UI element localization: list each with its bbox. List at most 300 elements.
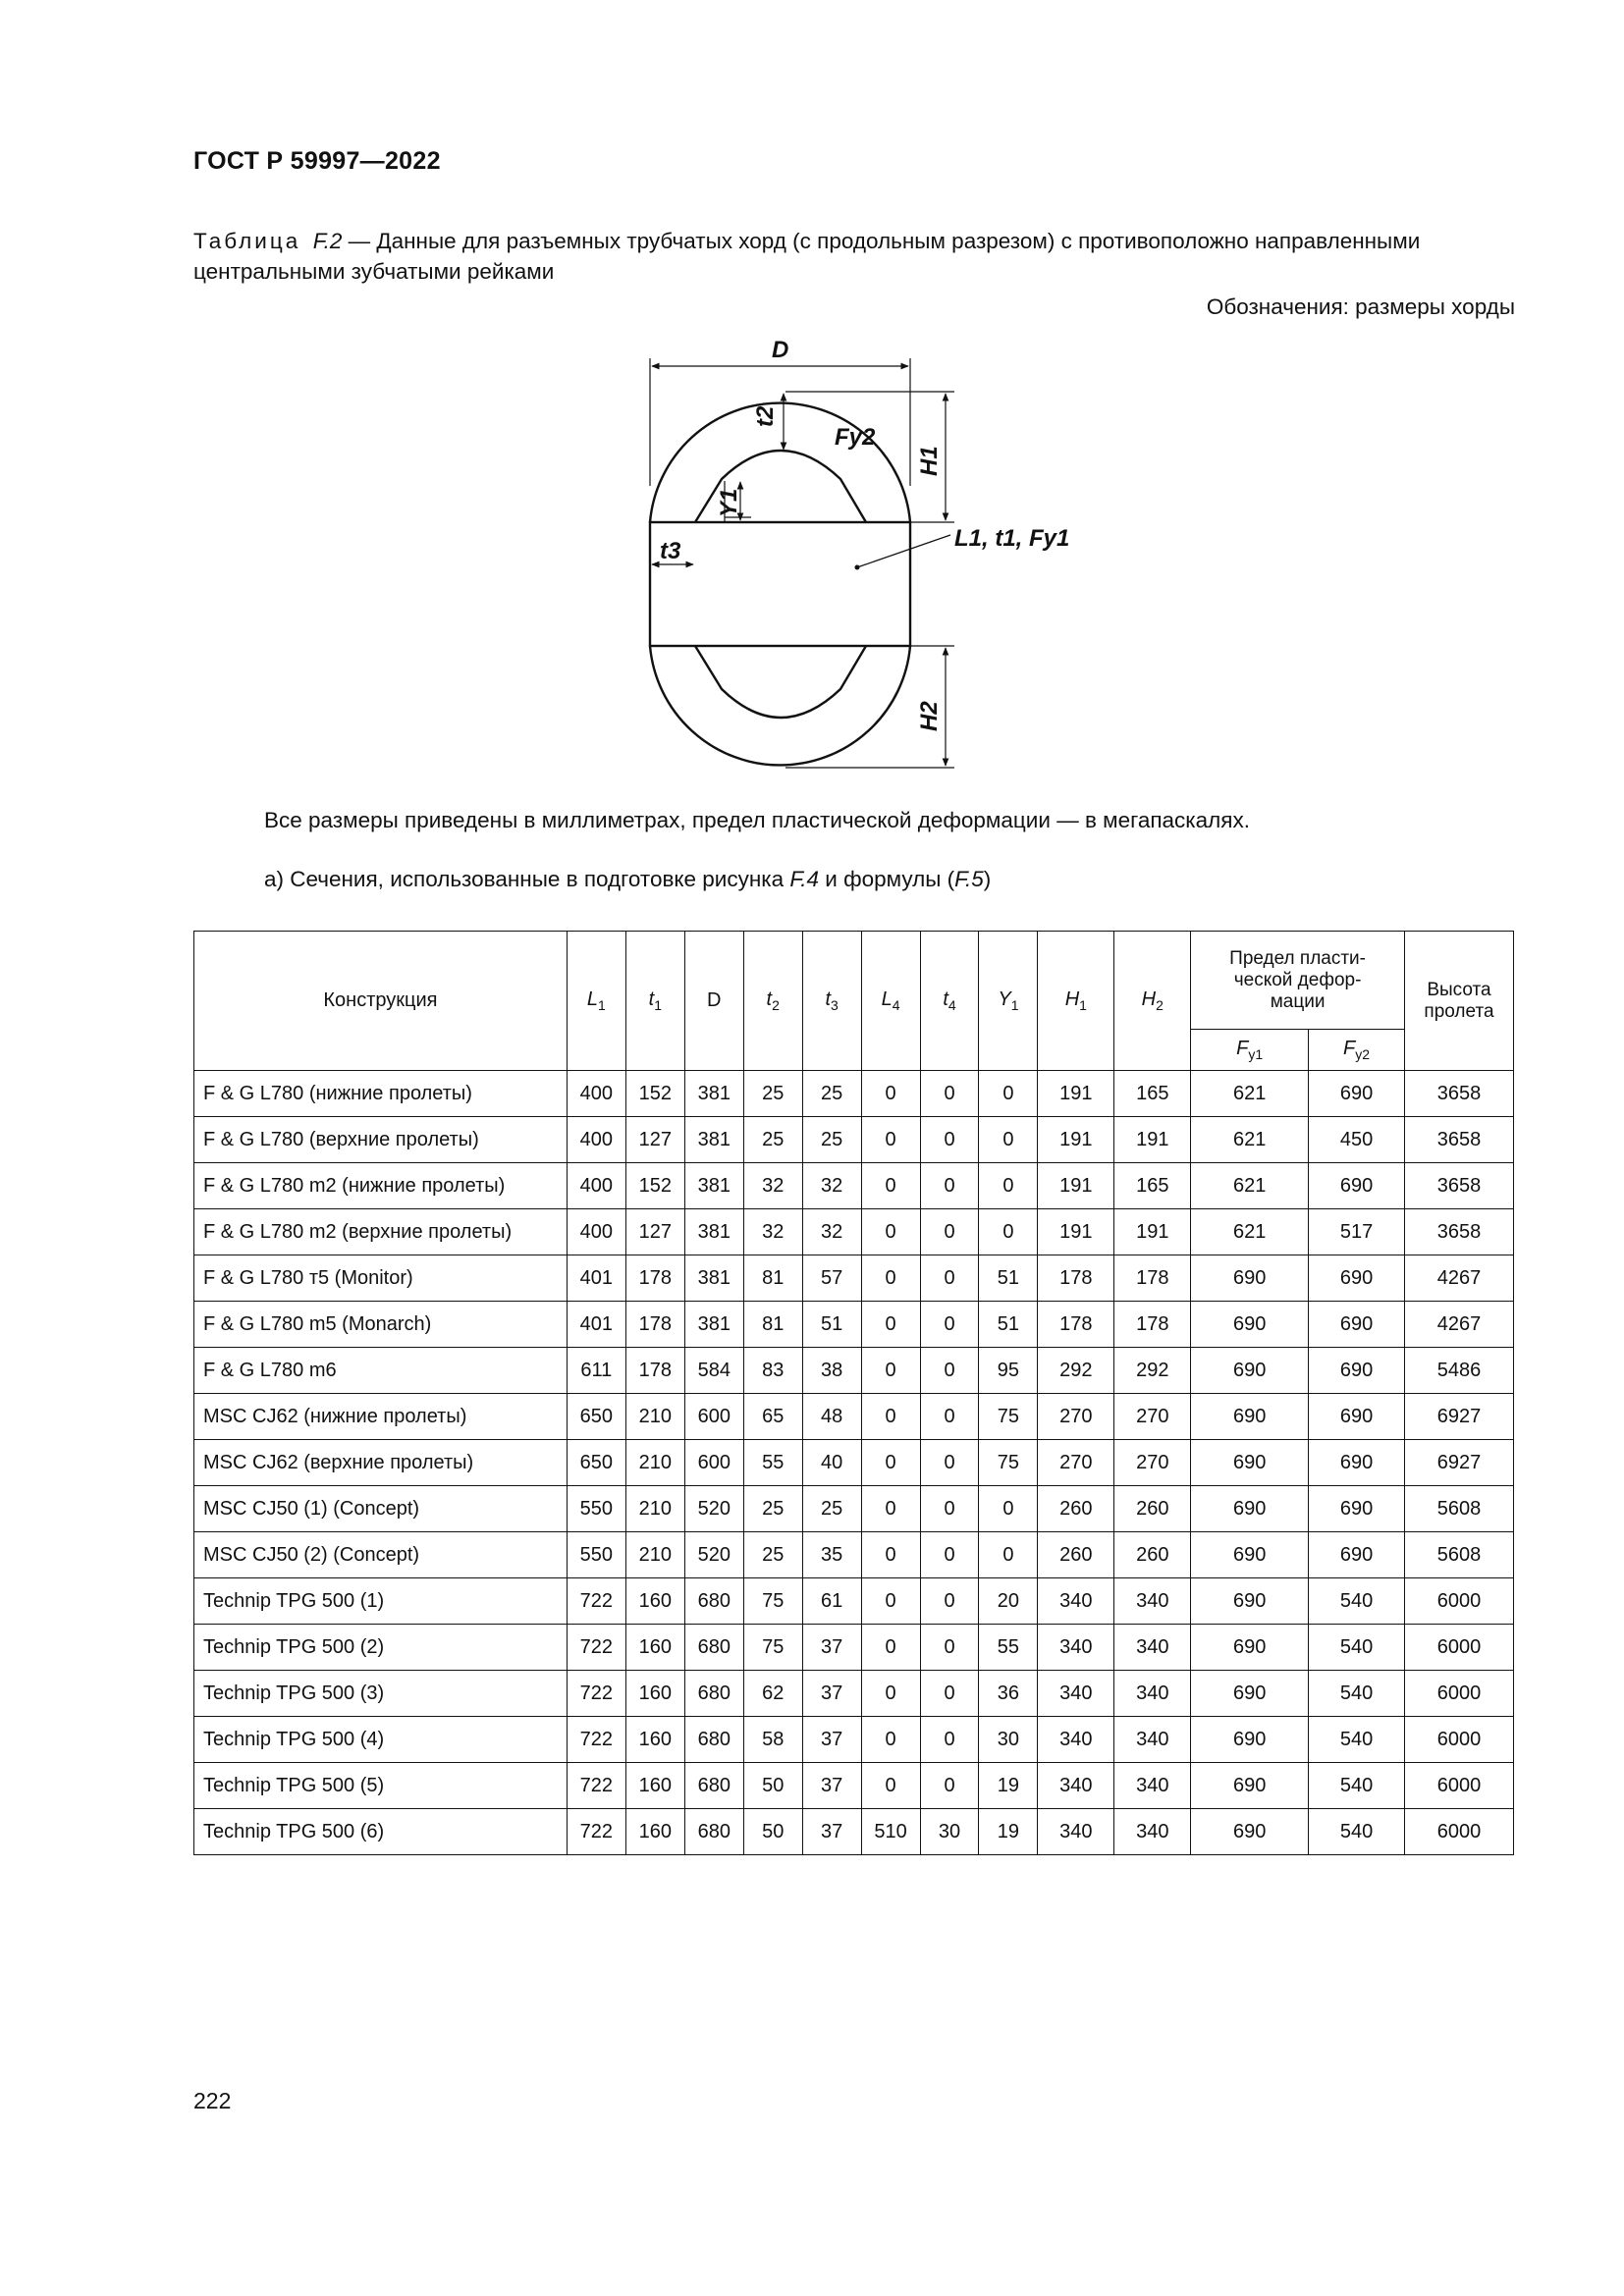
- table-row: [194, 1578, 1514, 1625]
- value-cell: 690: [1191, 1486, 1309, 1532]
- value-cell: 680: [684, 1578, 743, 1625]
- value-cell: 0: [920, 1440, 979, 1486]
- value-cell: 37: [802, 1671, 861, 1717]
- section-caption-figure-ref: F.4: [789, 867, 820, 891]
- chord-diagram: [609, 339, 1119, 780]
- value-cell: 0: [861, 1763, 920, 1809]
- value-cell: 0: [920, 1763, 979, 1809]
- construction-cell: MSC CJ62 (нижние пролеты): [194, 1394, 568, 1440]
- value-cell: 25: [743, 1071, 802, 1117]
- construction-cell: F & G L780 m6: [194, 1348, 568, 1394]
- figure-label-L1-t1-Fy1: L1, t1, Fy1: [954, 525, 1070, 552]
- value-cell: 540: [1309, 1625, 1405, 1671]
- value-cell: 0: [861, 1209, 920, 1255]
- value-cell: 550: [567, 1532, 625, 1578]
- value-cell: 6000: [1404, 1625, 1513, 1671]
- value-cell: 340: [1114, 1809, 1191, 1855]
- value-cell: 270: [1038, 1394, 1114, 1440]
- table-row: [194, 1209, 1514, 1255]
- value-cell: 191: [1038, 1117, 1114, 1163]
- table-title-text: — Данные для разъемных трубчатых хорд (с продольным разрезом) с противоположно направленными центральными зубчатыми рейками: [193, 229, 1421, 284]
- value-cell: 210: [625, 1532, 684, 1578]
- value-cell: 75: [979, 1394, 1038, 1440]
- value-cell: 178: [1114, 1302, 1191, 1348]
- value-cell: 0: [979, 1486, 1038, 1532]
- value-cell: 160: [625, 1763, 684, 1809]
- value-cell: 0: [920, 1578, 979, 1625]
- value-cell: 40: [802, 1440, 861, 1486]
- section-caption-formula-ref: F.5: [954, 867, 984, 891]
- value-cell: 340: [1114, 1671, 1191, 1717]
- value-cell: 51: [802, 1302, 861, 1348]
- figure-label-t3: t3: [660, 538, 681, 564]
- value-cell: 0: [861, 1302, 920, 1348]
- header-yield-strength: Предел пласти- ческой дефор- мации: [1191, 932, 1405, 1030]
- table-row: [194, 1486, 1514, 1532]
- value-cell: 6000: [1404, 1671, 1513, 1717]
- value-cell: 0: [861, 1578, 920, 1625]
- value-cell: 0: [861, 1625, 920, 1671]
- document-code: ГОСТ Р 59997—2022: [193, 147, 441, 175]
- value-cell: 6000: [1404, 1578, 1513, 1625]
- value-cell: 722: [567, 1763, 625, 1809]
- value-cell: 6927: [1404, 1394, 1513, 1440]
- value-cell: 4267: [1404, 1255, 1513, 1302]
- value-cell: 690: [1309, 1348, 1405, 1394]
- value-cell: 160: [625, 1809, 684, 1855]
- value-cell: 690: [1309, 1440, 1405, 1486]
- construction-cell: MSC CJ50 (1) (Concept): [194, 1486, 568, 1532]
- table-row: [194, 1717, 1514, 1763]
- value-cell: 35: [802, 1532, 861, 1578]
- central-rack: [650, 522, 910, 646]
- value-cell: 690: [1191, 1532, 1309, 1578]
- value-cell: 83: [743, 1348, 802, 1394]
- value-cell: 62: [743, 1671, 802, 1717]
- header-Y1: $Y_1$: [979, 932, 1038, 1071]
- value-cell: 25: [802, 1071, 861, 1117]
- value-cell: 690: [1191, 1348, 1309, 1394]
- table-row: [194, 1625, 1514, 1671]
- value-cell: 0: [979, 1117, 1038, 1163]
- value-cell: 160: [625, 1578, 684, 1625]
- value-cell: 48: [802, 1394, 861, 1440]
- construction-cell: F & G L780 т5 (Monitor): [194, 1255, 568, 1302]
- value-cell: 6000: [1404, 1717, 1513, 1763]
- value-cell: 55: [979, 1625, 1038, 1671]
- header-H1: $H_1$: [1038, 932, 1114, 1071]
- value-cell: 722: [567, 1809, 625, 1855]
- value-cell: 6000: [1404, 1763, 1513, 1809]
- value-cell: 0: [920, 1209, 979, 1255]
- table-row: [194, 1117, 1514, 1163]
- value-cell: 37: [802, 1809, 861, 1855]
- value-cell: 292: [1114, 1348, 1191, 1394]
- header-t3: $t_3$: [802, 932, 861, 1071]
- value-cell: 127: [625, 1209, 684, 1255]
- value-cell: 621: [1191, 1209, 1309, 1255]
- table-title-prefix: Таблица: [193, 229, 301, 253]
- construction-cell: Technip TPG 500 (1): [194, 1578, 568, 1625]
- value-cell: 270: [1038, 1440, 1114, 1486]
- value-cell: 0: [861, 1394, 920, 1440]
- value-cell: 0: [861, 1163, 920, 1209]
- value-cell: 270: [1114, 1440, 1191, 1486]
- value-cell: 51: [979, 1302, 1038, 1348]
- header-D: D: [684, 932, 743, 1071]
- value-cell: 3658: [1404, 1117, 1513, 1163]
- value-cell: 5486: [1404, 1348, 1513, 1394]
- value-cell: 340: [1114, 1717, 1191, 1763]
- value-cell: 37: [802, 1625, 861, 1671]
- outer-arc-bottom: [650, 646, 910, 765]
- value-cell: 191: [1114, 1209, 1191, 1255]
- construction-cell: Technip TPG 500 (6): [194, 1809, 568, 1855]
- inner-contour-bottom: [695, 646, 866, 718]
- value-cell: 0: [920, 1671, 979, 1717]
- value-cell: 25: [743, 1117, 802, 1163]
- value-cell: 340: [1038, 1578, 1114, 1625]
- value-cell: 95: [979, 1348, 1038, 1394]
- value-cell: 722: [567, 1625, 625, 1671]
- value-cell: 152: [625, 1163, 684, 1209]
- value-cell: 50: [743, 1763, 802, 1809]
- data-table: [193, 931, 1514, 1855]
- header-t1: $t_1$: [625, 932, 684, 1071]
- value-cell: 0: [861, 1440, 920, 1486]
- value-cell: 32: [743, 1209, 802, 1255]
- value-cell: 160: [625, 1671, 684, 1717]
- table-row: [194, 1255, 1514, 1302]
- construction-cell: F & G L780 m5 (Monarch): [194, 1302, 568, 1348]
- value-cell: 178: [1038, 1302, 1114, 1348]
- value-cell: 401: [567, 1255, 625, 1302]
- value-cell: 81: [743, 1255, 802, 1302]
- value-cell: 650: [567, 1394, 625, 1440]
- value-cell: 5608: [1404, 1532, 1513, 1578]
- section-caption-a: а) Сечения, использованные в подготовке рисунка: [264, 867, 790, 891]
- value-cell: 584: [684, 1348, 743, 1394]
- value-cell: 690: [1309, 1532, 1405, 1578]
- value-cell: 400: [567, 1071, 625, 1117]
- table-row: [194, 1394, 1514, 1440]
- value-cell: 50: [743, 1809, 802, 1855]
- value-cell: 0: [920, 1348, 979, 1394]
- value-cell: 165: [1114, 1071, 1191, 1117]
- value-cell: 3658: [1404, 1071, 1513, 1117]
- value-cell: 381: [684, 1163, 743, 1209]
- page-number: 222: [193, 2088, 232, 2113]
- figure-label-Y1: Y1: [716, 488, 742, 517]
- table-row: [194, 1440, 1514, 1486]
- value-cell: 0: [920, 1302, 979, 1348]
- notation-label: Обозначения: размеры хорды: [1206, 294, 1515, 319]
- construction-cell: MSC CJ62 (верхние пролеты): [194, 1440, 568, 1486]
- value-cell: 4267: [1404, 1302, 1513, 1348]
- construction-cell: Technip TPG 500 (2): [194, 1625, 568, 1671]
- value-cell: 381: [684, 1117, 743, 1163]
- header-construction: Конструкция: [194, 932, 568, 1071]
- value-cell: 690: [1191, 1763, 1309, 1809]
- value-cell: 340: [1114, 1625, 1191, 1671]
- table-row: [194, 1348, 1514, 1394]
- value-cell: 680: [684, 1625, 743, 1671]
- value-cell: 0: [979, 1071, 1038, 1117]
- value-cell: 540: [1309, 1578, 1405, 1625]
- value-cell: 400: [567, 1163, 625, 1209]
- value-cell: 25: [802, 1117, 861, 1163]
- value-cell: 340: [1114, 1763, 1191, 1809]
- value-cell: 25: [743, 1486, 802, 1532]
- value-cell: 37: [802, 1763, 861, 1809]
- value-cell: 690: [1309, 1163, 1405, 1209]
- value-cell: 680: [684, 1671, 743, 1717]
- construction-cell: F & G L780 m2 (верхние пролеты): [194, 1209, 568, 1255]
- table-row: [194, 1671, 1514, 1717]
- value-cell: 0: [861, 1255, 920, 1302]
- value-cell: 0: [861, 1486, 920, 1532]
- value-cell: 690: [1191, 1717, 1309, 1763]
- value-cell: 621: [1191, 1071, 1309, 1117]
- value-cell: 0: [861, 1532, 920, 1578]
- value-cell: 178: [1038, 1255, 1114, 1302]
- value-cell: 680: [684, 1763, 743, 1809]
- value-cell: 178: [625, 1255, 684, 1302]
- value-cell: 690: [1191, 1302, 1309, 1348]
- value-cell: 292: [1038, 1348, 1114, 1394]
- table-row: [194, 1302, 1514, 1348]
- value-cell: 520: [684, 1532, 743, 1578]
- value-cell: 270: [1114, 1394, 1191, 1440]
- value-cell: 340: [1038, 1671, 1114, 1717]
- table-row: [194, 1763, 1514, 1809]
- value-cell: 690: [1309, 1071, 1405, 1117]
- value-cell: 160: [625, 1717, 684, 1763]
- value-cell: 191: [1114, 1117, 1191, 1163]
- value-cell: 30: [920, 1809, 979, 1855]
- value-cell: 510: [861, 1809, 920, 1855]
- header-t2: $t_2$: [743, 932, 802, 1071]
- value-cell: 400: [567, 1117, 625, 1163]
- value-cell: 0: [920, 1717, 979, 1763]
- value-cell: 690: [1191, 1625, 1309, 1671]
- value-cell: 178: [1114, 1255, 1191, 1302]
- value-cell: 722: [567, 1578, 625, 1625]
- value-cell: 0: [920, 1163, 979, 1209]
- construction-cell: F & G L780 (нижние пролеты): [194, 1071, 568, 1117]
- value-cell: 0: [920, 1625, 979, 1671]
- value-cell: 127: [625, 1117, 684, 1163]
- construction-cell: Technip TPG 500 (5): [194, 1763, 568, 1809]
- value-cell: 0: [920, 1532, 979, 1578]
- value-cell: 0: [979, 1209, 1038, 1255]
- value-cell: 0: [861, 1671, 920, 1717]
- value-cell: 160: [625, 1625, 684, 1671]
- value-cell: 191: [1038, 1071, 1114, 1117]
- value-cell: 690: [1191, 1440, 1309, 1486]
- dimensions-note: Все размеры приведены в миллиметрах, предел пластической деформации — в мегапаскалях.: [264, 808, 1250, 832]
- value-cell: 81: [743, 1302, 802, 1348]
- value-cell: 0: [920, 1071, 979, 1117]
- value-cell: 0: [979, 1163, 1038, 1209]
- value-cell: 0: [920, 1394, 979, 1440]
- table-body: [194, 1071, 1514, 1855]
- construction-cell: F & G L780 (верхние пролеты): [194, 1117, 568, 1163]
- value-cell: 0: [861, 1117, 920, 1163]
- value-cell: 191: [1038, 1163, 1114, 1209]
- value-cell: 690: [1309, 1255, 1405, 1302]
- value-cell: 450: [1309, 1117, 1405, 1163]
- value-cell: 0: [920, 1255, 979, 1302]
- value-cell: 51: [979, 1255, 1038, 1302]
- value-cell: 260: [1114, 1532, 1191, 1578]
- value-cell: 621: [1191, 1163, 1309, 1209]
- value-cell: 0: [979, 1532, 1038, 1578]
- header-L1: $L_1$: [567, 932, 625, 1071]
- header-Fy1: $F_{y1}$: [1191, 1030, 1309, 1071]
- value-cell: 32: [743, 1163, 802, 1209]
- value-cell: 621: [1191, 1117, 1309, 1163]
- value-cell: 3658: [1404, 1163, 1513, 1209]
- construction-cell: Technip TPG 500 (3): [194, 1671, 568, 1717]
- value-cell: 540: [1309, 1671, 1405, 1717]
- value-cell: 340: [1038, 1625, 1114, 1671]
- figure-label-H1: H1: [916, 446, 943, 476]
- value-cell: 75: [743, 1625, 802, 1671]
- construction-cell: Technip TPG 500 (4): [194, 1717, 568, 1763]
- header-L4: $L_4$: [861, 932, 920, 1071]
- value-cell: 210: [625, 1440, 684, 1486]
- value-cell: 690: [1191, 1394, 1309, 1440]
- value-cell: 540: [1309, 1809, 1405, 1855]
- value-cell: 611: [567, 1348, 625, 1394]
- value-cell: 152: [625, 1071, 684, 1117]
- value-cell: 178: [625, 1348, 684, 1394]
- value-cell: 0: [861, 1071, 920, 1117]
- value-cell: 19: [979, 1763, 1038, 1809]
- value-cell: 722: [567, 1717, 625, 1763]
- value-cell: 0: [861, 1717, 920, 1763]
- value-cell: 19: [979, 1809, 1038, 1855]
- construction-cell: MSC CJ50 (2) (Concept): [194, 1532, 568, 1578]
- value-cell: 0: [920, 1117, 979, 1163]
- figure-label-t2: t2: [752, 405, 779, 427]
- value-cell: 520: [684, 1486, 743, 1532]
- value-cell: 680: [684, 1809, 743, 1855]
- value-cell: 517: [1309, 1209, 1405, 1255]
- value-cell: 690: [1309, 1486, 1405, 1532]
- value-cell: 401: [567, 1302, 625, 1348]
- value-cell: 32: [802, 1163, 861, 1209]
- value-cell: 25: [743, 1532, 802, 1578]
- header-H2: $H_2$: [1114, 932, 1191, 1071]
- value-cell: 600: [684, 1394, 743, 1440]
- value-cell: 722: [567, 1671, 625, 1717]
- header-span-height: Высота пролета: [1404, 932, 1513, 1071]
- value-cell: 6000: [1404, 1809, 1513, 1855]
- value-cell: 260: [1038, 1486, 1114, 1532]
- value-cell: 381: [684, 1071, 743, 1117]
- value-cell: 381: [684, 1209, 743, 1255]
- table-row: [194, 1809, 1514, 1855]
- table-row: [194, 1163, 1514, 1209]
- value-cell: 32: [802, 1209, 861, 1255]
- section-caption: [264, 867, 991, 892]
- header-t4: $t_4$: [920, 932, 979, 1071]
- value-cell: 690: [1191, 1255, 1309, 1302]
- value-cell: 600: [684, 1440, 743, 1486]
- value-cell: 75: [979, 1440, 1038, 1486]
- value-cell: 36: [979, 1671, 1038, 1717]
- value-cell: 178: [625, 1302, 684, 1348]
- figure-label-H2: H2: [916, 701, 943, 731]
- value-cell: 30: [979, 1717, 1038, 1763]
- value-cell: 75: [743, 1578, 802, 1625]
- value-cell: 540: [1309, 1717, 1405, 1763]
- value-cell: 340: [1038, 1763, 1114, 1809]
- value-cell: 690: [1191, 1671, 1309, 1717]
- value-cell: 210: [625, 1394, 684, 1440]
- value-cell: 210: [625, 1486, 684, 1532]
- value-cell: 38: [802, 1348, 861, 1394]
- value-cell: 37: [802, 1717, 861, 1763]
- value-cell: 540: [1309, 1763, 1405, 1809]
- figure-label-Fy2: Fy2: [835, 424, 876, 451]
- chord-section-figure: [609, 339, 1119, 780]
- value-cell: 260: [1038, 1532, 1114, 1578]
- value-cell: 3658: [1404, 1209, 1513, 1255]
- value-cell: 260: [1114, 1486, 1191, 1532]
- value-cell: 340: [1038, 1717, 1114, 1763]
- table-title: [193, 226, 1514, 287]
- value-cell: 191: [1038, 1209, 1114, 1255]
- figure-label-D: D: [772, 339, 789, 363]
- value-cell: 20: [979, 1578, 1038, 1625]
- value-cell: 680: [684, 1717, 743, 1763]
- value-cell: 0: [920, 1486, 979, 1532]
- value-cell: 165: [1114, 1163, 1191, 1209]
- value-cell: 690: [1191, 1578, 1309, 1625]
- value-cell: 5608: [1404, 1486, 1513, 1532]
- value-cell: 58: [743, 1717, 802, 1763]
- section-caption-c: ): [983, 867, 992, 891]
- value-cell: 690: [1309, 1302, 1405, 1348]
- value-cell: 61: [802, 1578, 861, 1625]
- value-cell: 25: [802, 1486, 861, 1532]
- value-cell: 340: [1114, 1578, 1191, 1625]
- value-cell: 65: [743, 1394, 802, 1440]
- value-cell: 650: [567, 1440, 625, 1486]
- value-cell: 550: [567, 1486, 625, 1532]
- value-cell: 340: [1038, 1809, 1114, 1855]
- value-cell: 400: [567, 1209, 625, 1255]
- construction-cell: F & G L780 m2 (нижние пролеты): [194, 1163, 568, 1209]
- table-row: [194, 1532, 1514, 1578]
- value-cell: 57: [802, 1255, 861, 1302]
- value-cell: 381: [684, 1255, 743, 1302]
- outer-arc-top: [650, 403, 910, 522]
- value-cell: 381: [684, 1302, 743, 1348]
- value-cell: 690: [1191, 1809, 1309, 1855]
- value-cell: 55: [743, 1440, 802, 1486]
- value-cell: 690: [1309, 1394, 1405, 1440]
- table-row: [194, 1071, 1514, 1117]
- value-cell: 6927: [1404, 1440, 1513, 1486]
- section-caption-b: и формулы (: [819, 867, 955, 891]
- table-title-number: F.2: [312, 229, 343, 253]
- header-Fy2: $F_{y2}$: [1309, 1030, 1405, 1071]
- value-cell: 0: [861, 1348, 920, 1394]
